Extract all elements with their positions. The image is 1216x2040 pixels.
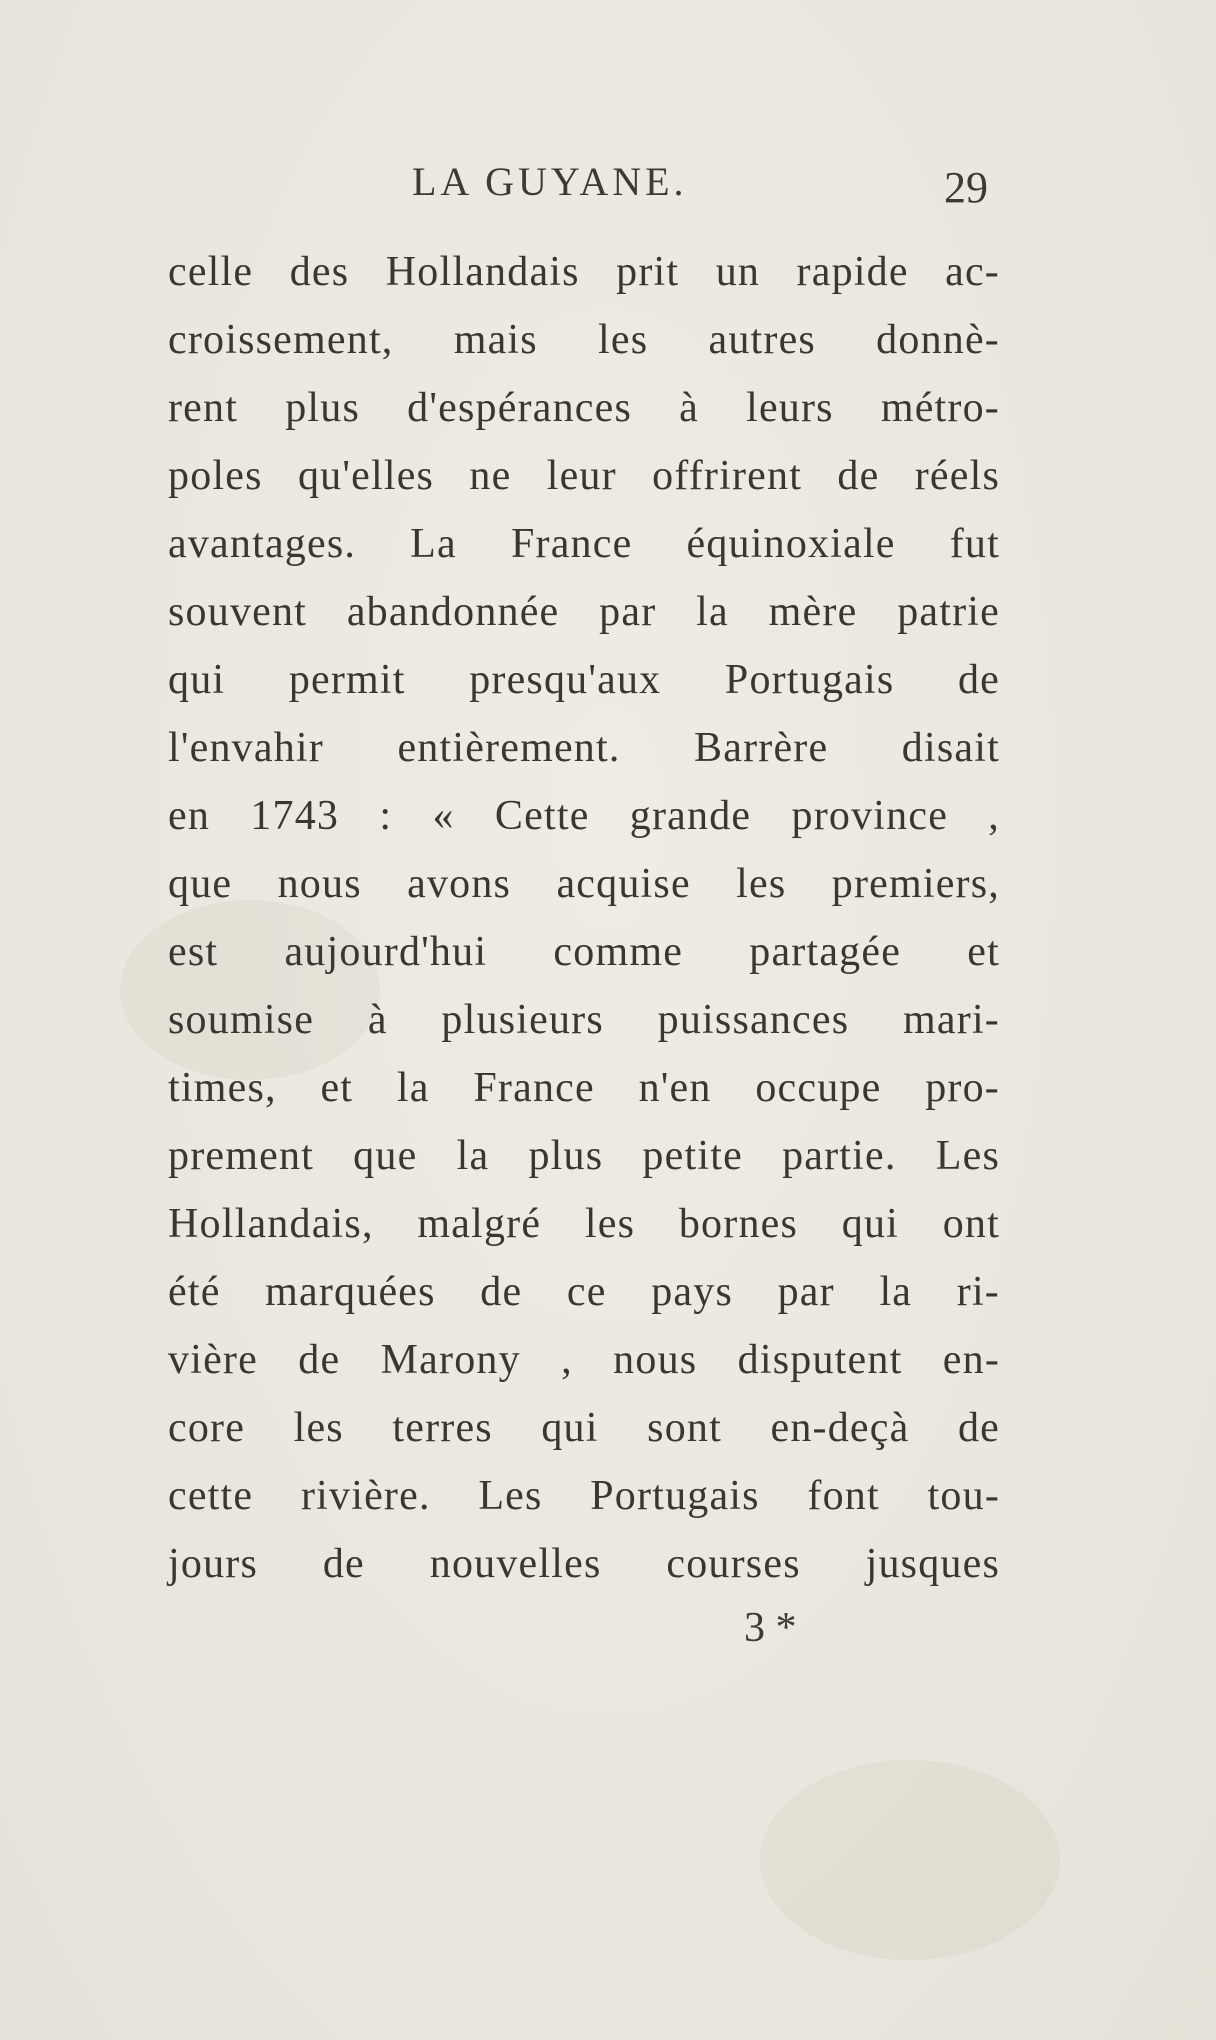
text-line: times, et la France n'en occupe pro- [168, 1065, 1000, 1111]
text-line: cette rivière. Les Portugais font tou- [168, 1473, 1000, 1519]
signature-mark: 3 * [744, 1605, 797, 1651]
text-line: poles qu'elles ne leur offrirent de réels [168, 453, 1000, 499]
text-line: jours de nouvelles courses jusques [168, 1541, 1000, 1587]
text-line: prement que la plus petite partie. Les [168, 1133, 1000, 1179]
text-line: est aujourd'hui comme partagée et [168, 929, 1000, 975]
text-line: vière de Marony , nous disputent en- [168, 1337, 1000, 1383]
text-line: soumise à plusieurs puissances mari- [168, 997, 1000, 1043]
text-line: qui permit presqu'aux Portugais de [168, 657, 1000, 703]
text-line: croissement, mais les autres donnè- [168, 317, 1000, 363]
text-line: avantages. La France équinoxiale fut [168, 521, 1000, 567]
text-line: core les terres qui sont en-deçà de [168, 1405, 1000, 1451]
running-head: LA GUYANE. [412, 159, 688, 204]
page-number: 29 [944, 163, 988, 212]
text-line: en 1743 : « Cette grande province , [168, 793, 1000, 839]
body-text [168, 238, 1000, 1598]
paper-stain [760, 1760, 1060, 1960]
text-line: Hollandais, malgré les bornes qui ont [168, 1201, 1000, 1247]
text-line: été marquées de ce pays par la ri- [168, 1269, 1000, 1315]
text-line: souvent abandonnée par la mère patrie [168, 589, 1000, 635]
text-line: que nous avons acquise les premiers, [168, 861, 1000, 907]
text-line: rent plus d'espérances à leurs métro- [168, 385, 1000, 431]
text-line: celle des Hollandais prit un rapide ac- [168, 249, 1000, 295]
text-line: l'envahir entièrement. Barrère disait [168, 725, 1000, 771]
